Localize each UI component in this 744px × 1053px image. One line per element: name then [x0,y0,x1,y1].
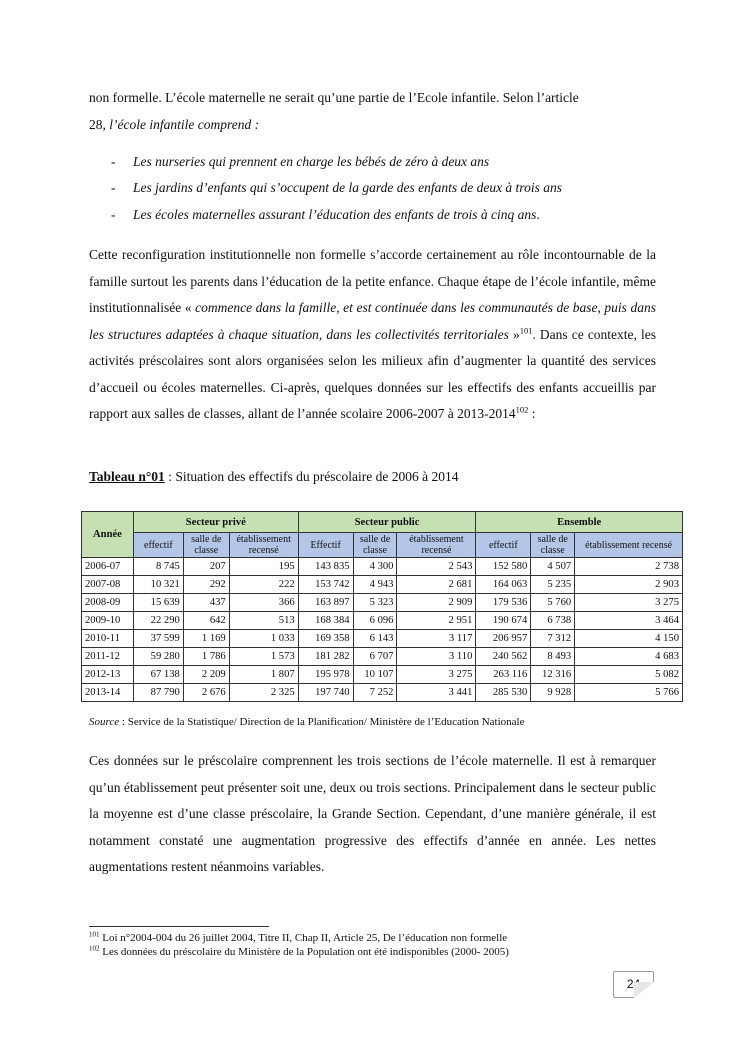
footnote-text: Les données du préscolaire du Ministère de la Population ont été indisponibles (2000- 2005) [99,946,509,958]
table-cell: 59 280 [133,648,183,666]
table-cell: 2 909 [397,594,476,612]
table-cell-year: 2010-11 [82,630,134,648]
table-header-year: Année [82,512,134,558]
table-cell: 206 957 [476,630,531,648]
table-cell: 5 082 [575,666,683,684]
table-body [82,558,683,702]
table-cell: 3 464 [575,612,683,630]
table-cell: 2 209 [183,666,229,684]
table-cell: 3 275 [575,594,683,612]
table-cell: 87 790 [133,684,183,702]
table-cell: 143 835 [298,558,353,576]
table-cell: 67 138 [133,666,183,684]
table-cell: 7 252 [353,684,397,702]
statistics-table [81,511,683,702]
list-item-period: . [536,206,540,222]
column-header: effectif [133,533,183,558]
column-header: salle de classe [531,533,575,558]
table-cell: 263 116 [476,666,531,684]
para2-text-4: : [528,406,536,421]
list-item [111,149,671,175]
para2-text-3: . Dans ce contexte, les activités préscolaires sont alors organisées selon les milieux afin d’augmenter la quantité des services d’accueil ou écoles maternelles. Ci-après, quelques données sur les effectifs des enfants accueillis par rapport aux salles de classes, allant de l’année scolaire 2006-2007 à 2013-2014 [89,326,657,421]
table-cell: 1 573 [229,648,298,666]
table-cell: 1 807 [229,666,298,684]
table-caption-text: : Situation des effectifs du préscolaire de 2006 à 2014 [164,469,459,484]
bullet-dash: - [111,154,116,169]
table-cell: 4 507 [531,558,575,576]
table-cell: 195 [229,558,298,576]
footnote-102 [89,946,509,958]
intro-line2-start: 28, [89,116,110,132]
table-cell-year: 2013-14 [82,684,134,702]
table-cell: 513 [229,612,298,630]
table-cell: 6 096 [353,612,397,630]
table-cell: 2 543 [397,558,476,576]
intro-paragraph [89,85,656,138]
table-cell: 6 707 [353,648,397,666]
table-cell: 5 235 [531,576,575,594]
table-row [82,648,683,666]
column-header: salle de classe [183,533,229,558]
table-cell: 179 536 [476,594,531,612]
table-cell: 2 325 [229,684,298,702]
page-number: 24 [613,971,654,998]
table-row [82,630,683,648]
footnote-101 [89,932,507,944]
table-cell: 642 [183,612,229,630]
table-cell: 37 599 [133,630,183,648]
table-cell: 4 300 [353,558,397,576]
table-cell: 4 943 [353,576,397,594]
table-cell: 6 738 [531,612,575,630]
column-header: salle de classe [353,533,397,558]
table-cell-year: 2011-12 [82,648,134,666]
table-cell: 366 [229,594,298,612]
column-header: effectif [476,533,531,558]
table-cell: 1 033 [229,630,298,648]
table-cell: 195 978 [298,666,353,684]
para2-text-2: » [508,326,520,342]
table-cell: 3 275 [397,666,476,684]
table-cell: 163 897 [298,594,353,612]
table-cell: 152 580 [476,558,531,576]
bullet-list [111,149,671,228]
footnote-text: Loi n°2004-004 du 26 juillet 2004, Titre II, Chap II, Article 25, De l’éducation non formelle [99,932,508,944]
table-header-total: Ensemble [476,512,683,533]
table-cell: 8 493 [531,648,575,666]
table-caption [89,469,458,485]
table-cell: 22 290 [133,612,183,630]
table-cell: 207 [183,558,229,576]
para2-text-1: Cette reconfiguration institutionnelle non formelle s’accorde certainement au rôle incontournable de la famille surtout les parents dans l’éducation de la petite enfance. Chaque étape de l’école infantile, même institutionnalisée « [89,247,656,315]
bullet-dash: - [111,180,116,196]
intro-line2-italic: l’école infantile comprend : [109,116,260,132]
table-cell: 437 [183,594,229,612]
table-cell: 3 117 [397,630,476,648]
table-cell: 6 143 [353,630,397,648]
body-paragraph-3: Ces données sur le préscolaire comprennent les trois sections de l’école maternelle. Il est à remarquer qu’un établissement peut présenter soit une, deux ou trois sections. Principalement dans le secteur public la moyenne est d’une classe préscolaire, la Grande Section. Cependant, d’une manière générale, il est notamment constaté une augmentation progressive des effectifs d’année en année. Les nettes augmentations restent néanmoins variables. [89,753,656,874]
footnote-ref-102[interactable]: 102 [515,404,529,415]
table-cell: 285 530 [476,684,531,702]
footnote-number: 102 [89,944,100,953]
table-cell: 240 562 [476,648,531,666]
source-text: : Service de la Statistique/ Direction de la Planification/ Ministère de l’Education Nationale [119,716,525,728]
table-cell: 12 316 [531,666,575,684]
table-cell: 2 676 [183,684,229,702]
table-row [82,666,683,684]
footnote-number: 101 [89,930,100,939]
list-item-text: Les écoles maternelles assurant l’éducation des enfants de trois à cinq ans [133,206,537,222]
table-cell-year: 2012-13 [82,666,134,684]
column-header: établissement recensé [575,533,683,558]
footnote-ref-101[interactable]: 101 [519,325,533,335]
table-cell: 3 441 [397,684,476,702]
table-source [89,716,525,728]
source-label: Source [89,716,120,728]
table-cell: 1 169 [183,630,229,648]
intro-line1: non formelle. L’école maternelle ne serait qu’une partie de l’Ecole infantile. Selon l’article [89,90,579,105]
table-cell: 15 639 [133,594,183,612]
column-header: établissement recensé [397,533,476,558]
table-cell: 2 681 [397,576,476,594]
table-cell: 153 742 [298,576,353,594]
table-cell: 168 384 [298,612,353,630]
table-cell: 5 766 [575,684,683,702]
table-cell: 222 [229,576,298,594]
table-cell: 4 150 [575,630,683,648]
table-header-public-sector: Secteur public [298,512,476,533]
table-cell: 7 312 [531,630,575,648]
column-header: établissement recensé [229,533,298,558]
list-item [111,202,671,228]
table-row [82,684,683,702]
table-cell: 197 740 [298,684,353,702]
table-cell: 292 [183,576,229,594]
table-cell: 9 928 [531,684,575,702]
table-cell-year: 2006-07 [82,558,134,576]
body-paragraph-2 [89,242,656,428]
table-row [82,594,683,612]
list-item-text: Les nurseries qui prennent en charge les bébés de zéro à deux ans [133,154,490,169]
table-caption-label: Tableau n°01 [89,469,165,484]
table-cell: 5 760 [531,594,575,612]
table-cell-year: 2007-08 [82,576,134,594]
table-row [82,576,683,594]
table-cell: 2 738 [575,558,683,576]
table-cell-year: 2008-09 [82,594,134,612]
list-item [111,175,671,201]
para2-quote: commence dans la famille, et est continuée dans les communautés de base, puis dans les structures adaptées à chaque situation, dans les collectivités territoriales [89,300,656,342]
table-header-private-sector: Secteur privé [133,512,298,533]
column-header: Effectif [298,533,353,558]
table-cell: 10 321 [133,576,183,594]
table-row [82,558,683,576]
table-cell: 169 358 [298,630,353,648]
table-cell: 181 282 [298,648,353,666]
list-item-text: Les jardins d’enfants qui s’occupent de la garde des enfants de deux à trois ans [133,180,562,196]
table-cell: 8 745 [133,558,183,576]
table-cell: 10 107 [353,666,397,684]
table-cell: 2 903 [575,576,683,594]
table-row [82,612,683,630]
table-cell: 5 323 [353,594,397,612]
table-cell: 2 951 [397,612,476,630]
table-cell: 164 063 [476,576,531,594]
table-cell-year: 2009-10 [82,612,134,630]
table-cell: 190 674 [476,612,531,630]
table-cell: 3 110 [397,648,476,666]
table-cell: 1 786 [183,648,229,666]
bullet-dash: - [111,206,116,222]
footnote-separator [89,926,269,927]
table-cell: 4 683 [575,648,683,666]
